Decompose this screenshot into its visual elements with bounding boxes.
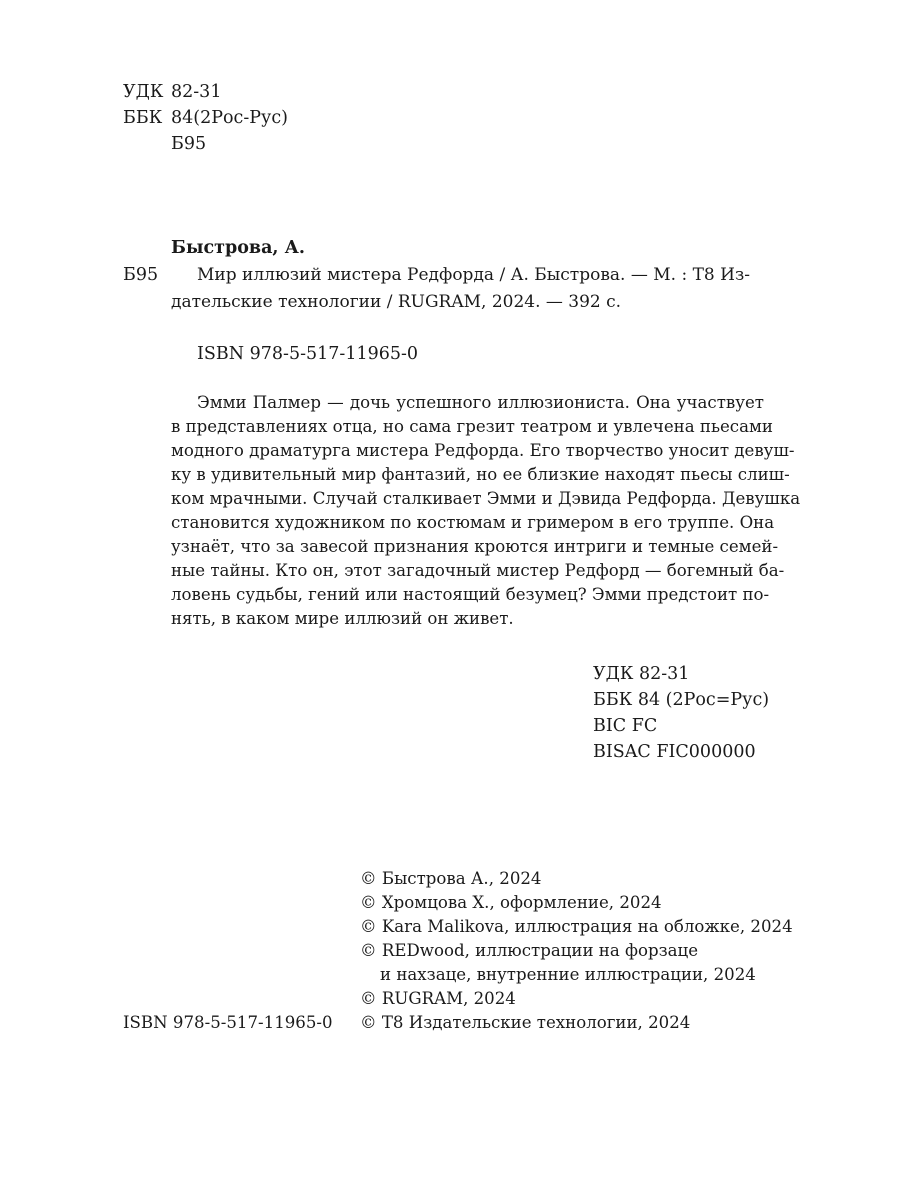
copyright-line: © Хромцова Х., оформление, 2024 xyxy=(360,893,662,912)
copyright-line: © Быстрова А., 2024 xyxy=(360,869,542,888)
annotation-line: ные тайны. Кто он, этот загадочный мистер Редфорд — богемный ба- xyxy=(171,561,785,580)
udk-label: УДК xyxy=(123,82,164,102)
title-line-2: дательские технологии / RUGRAM, 2024. — 392 с. xyxy=(171,292,622,312)
annotation-line: ловень судьбы, гений или настоящий безумец? Эмми предстоит по- xyxy=(171,585,770,604)
bbk-label: ББК xyxy=(123,108,163,128)
annotation-line: модного драматурга мистера Редфорда. Его творчество уносит девуш- xyxy=(171,441,795,460)
bbk-value: 84(2Рос-Рус) xyxy=(171,108,288,128)
bisac-code: BISAC FIC000000 xyxy=(593,742,756,762)
annotation-line: нять, в каком мире иллюзий он живет. xyxy=(171,609,514,628)
copyright-line: © Т8 Издательские технологии, 2024 xyxy=(360,1013,691,1032)
annotation-line: ку в удивительный мир фантазий, но ее близкие находят пьесы слиш- xyxy=(171,465,790,484)
copyright-line: © Kara Malikova, иллюстрация на обложке, 2024 xyxy=(360,917,793,936)
copyright-line: © REDwood, иллюстрации на форзаце xyxy=(360,941,699,960)
annotation-line: в представлениях отца, но сама грезит театром и увлечена пьесами xyxy=(171,417,773,436)
copyright-line: © RUGRAM, 2024 xyxy=(360,989,516,1008)
isbn-main: ISBN 978-5-517-11965-0 xyxy=(197,344,419,364)
udk-code: УДК 82-31 xyxy=(593,664,690,684)
bic-code: BIC FC xyxy=(593,716,658,736)
bbk-code: ББК 84 (2Рос=Рус) xyxy=(593,690,770,710)
isbn-bottom: ISBN 978-5-517-11965-0 xyxy=(123,1013,333,1032)
annotation-line: Эмми Палмер — дочь успешного иллюзиониста. Она участвует xyxy=(197,393,764,412)
author-mark: Б95 xyxy=(123,265,159,285)
annotation-line: узнаёт, что за завесой признания кроются интриги и темные семей- xyxy=(171,537,779,556)
copyright-line: и нахзаце, внутренние иллюстрации, 2024 xyxy=(380,965,756,984)
title-line-1: Мир иллюзий мистера Редфорда / А. Быстрова. — М. : Т8 Из- xyxy=(197,265,750,285)
annotation-line: становится художником по костюмам и гримером в его труппе. Она xyxy=(171,513,775,532)
author-mark-top: Б95 xyxy=(171,134,207,154)
annotation-line: ком мрачными. Случай сталкивает Эмми и Дэвида Редфорда. Девушка xyxy=(171,489,801,508)
udk-value: 82-31 xyxy=(171,82,222,102)
author-name: Быстрова, А. xyxy=(171,238,305,258)
